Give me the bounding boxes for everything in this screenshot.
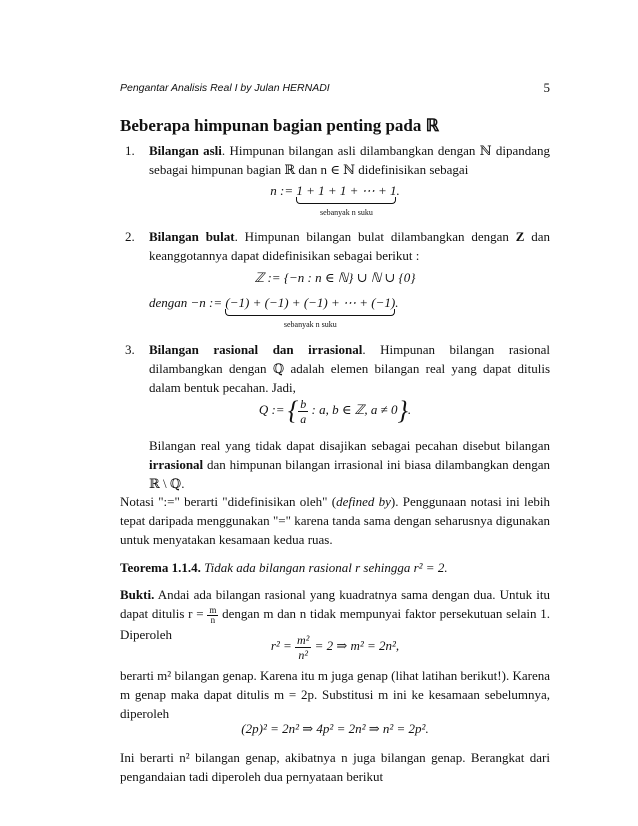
fraction: $\frac{m}{n}$ <box>209 604 217 625</box>
fraction: $\frac{b}{a}$ <box>300 396 307 426</box>
formula-natural: n := 1 + 1 + 1 + ⋯ + 1 sebanyak n suku . <box>120 181 550 200</box>
theorem <box>120 558 550 577</box>
underbrace: 1 + 1 + 1 + ⋯ + 1 sebanyak n suku <box>296 181 396 200</box>
theorem-text: Tidak ada bilangan rasional r sehingga r² = 2. <box>200 560 448 575</box>
brace-label: sebanyak n suku <box>283 320 337 329</box>
berarti-paragraph: berarti m² bilangan genap. Karena itu m juga genap (lihat latihan berikut!). Karena m genap maka dapat ditulis m = 2p. Substitusi m ini ke kesamaan sebelumnya, diperoleh <box>120 668 550 721</box>
proof-label: Bukti. <box>120 587 155 602</box>
notation-paragraph: Notasi ":=" berarti "didefinisikan oleh" (defined by). Penggunaan notasi ini lebih tepat daripada menggunakan "=" karena tanda sama dengan seharusnya digunakan untuk menyatakan kesamaan kedua ruas. <box>120 494 550 547</box>
formula-integers: ℤ := {−n : n ∈ ℕ} ∪ ℕ ∪ {0} <box>254 270 416 285</box>
fraction: $\frac{\text{m²}}{\text{n²}}$ <box>297 632 310 662</box>
list-item-bilangan-bulat: 2. Bilangan bulat. Himpunan bilangan bulat dilambangkan dengan Z dan keanggotannya dapat didefinisikan sebagai berikut : <box>125 229 550 263</box>
running-title: Pengantar Analisis Real I by Julan HERNADI <box>120 82 330 94</box>
item-number: 3. <box>125 342 135 357</box>
item-number: 1. <box>125 143 135 158</box>
item-number: 2. <box>125 229 135 244</box>
formula-rationals: Q := { $\frac{b}{a}$ : a, b ∈ ℤ, a ≠ 0}. <box>258 396 412 426</box>
irrational-paragraph: Bilangan real yang tidak dapat disajikan sebagai pecahan disebut bilangan irrasional dan himpunan bilangan irrasional ini biasa dilambangkan dengan ℝ \ ℚ. <box>149 438 550 491</box>
page-number: 5 <box>543 80 550 95</box>
closing-paragraph: Ini berarti n² bilangan genap, akibatnya n juga bilangan genap. Berangkat dari pengandaian tadi diperoleh dua pernyataan berikut <box>120 750 550 784</box>
proof-paragraph: Bukti. Andai ada bilangan rasional yang kuadratnya sama dengan dua. Untuk itu dapat ditulis r = $\frac{m}{n}$ dengan m dan n tidak mempunyai faktor persekutuan selain 1. Diperoleh <box>120 587 550 642</box>
brace-label: sebanyak n suku <box>319 208 373 217</box>
item-term: Bilangan rasional dan irrasional <box>149 342 363 357</box>
formula-negative: dengan −n := (−1) + (−1) + (−1) + ⋯ + (−1) sebanyak n suku . <box>149 293 550 312</box>
equation-r-squared: r² = $\frac{\text{m²}}{\text{n²}}$ = 2 ⇒ m² = 2n², <box>270 632 400 662</box>
item-term: Bilangan bulat <box>149 229 235 244</box>
item-text: . Himpunan bilangan asli dilambangkan dengan ℕ dipandang sebagai himpunan bagian ℝ dan n ∈ ℕ didefinisikan sebagai <box>149 143 551 177</box>
underbrace: (−1) + (−1) + (−1) + ⋯ + (−1) sebanyak n suku <box>225 293 395 312</box>
running-header <box>120 82 550 94</box>
item-term: Bilangan asli <box>149 143 222 158</box>
section-title: Beberapa himpunan bagian penting pada ℝ <box>120 116 440 135</box>
list-item-bilangan-asli <box>125 141 551 179</box>
theorem-label: Teorema 1.1.4. <box>120 560 201 575</box>
equation-2p: (2p)² = 2n² ⇒ 4p² = 2n² ⇒ n² = 2p². <box>241 721 429 736</box>
list-item-rasional: 3. Bilangan rasional dan irrasional. Himpunan bilangan rasional dilambangkan dengan ℚ adalah elemen bilangan real yang dapat ditulis dalam bentuk pecahan. Jadi, <box>125 342 550 395</box>
